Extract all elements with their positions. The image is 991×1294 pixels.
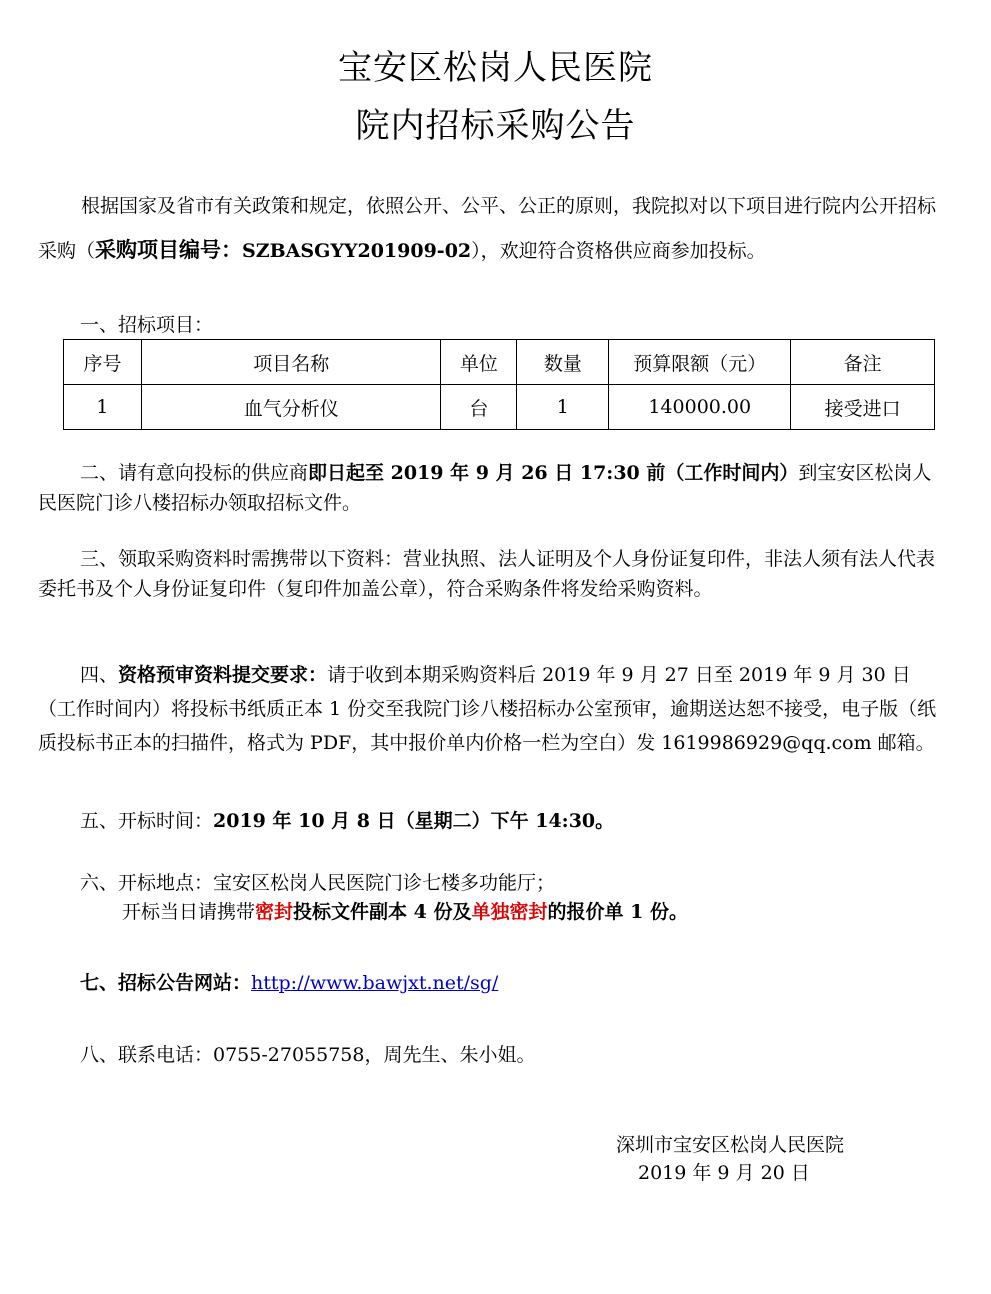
table-cell: 1 <box>64 385 142 430</box>
table-row <box>64 385 935 430</box>
project-code-value: SZBASGYY201909-02 <box>242 240 472 262</box>
section2-deadline: 即日起至 2019 年 9 月 26 日 17:30 前（工作时间内） <box>308 462 799 484</box>
header-cell: 预算限额（元） <box>609 340 791 385</box>
signature-org: 深圳市宝安区松岗人民医院 <box>616 1134 845 1156</box>
section6-text-b: 投标文件副本 4 份及 <box>293 901 472 923</box>
section5-label: 五、开标时间： <box>80 810 214 832</box>
table-cell: 血气分析仪 <box>141 385 441 430</box>
section4-text: 请于收到本期采购资料后 2019 年 9 月 27 日至 2019 年 9 月 30 日（工作时间内）将投标书纸质正本 1 份交至我院门诊八楼招标办公室预审，逾期送达恕不接受，电子版（纸质投标书正本的扫描件，格式为 PDF，其中报价单内价格一栏为空白）发 1619986929@qq.com 邮箱。 <box>38 664 937 754</box>
section4-heading: 资格预审资料提交要求： <box>118 664 328 686</box>
header-cell: 单位 <box>441 340 517 385</box>
section2-suffix: 到宝安区松岗人民医院门诊八楼招标办领取招标文件。 <box>38 462 932 514</box>
section3-paragraph: 三、领取采购资料时需携带以下资料：营业执照、法人证明及个人身份证复印件，非法人须有法人代表委托书及个人身份证复印件（复印件加盖公章），符合采购条件将发给采购资料。 <box>38 548 936 600</box>
section6-text-c: 的报价单 1 份。 <box>547 901 688 923</box>
table-cell: 140000.00 <box>609 385 791 430</box>
table-cell: 接受进口 <box>791 385 935 430</box>
section5-time: 2019 年 10 月 8 日（星期二）下午 14:30。 <box>213 810 615 832</box>
section1-heading: 一、招标项目： <box>80 314 214 336</box>
intro-text-1: 根据国家及省市有关政策和规定，依照公开、公平、公正的原则，我院拟对以下项目进行院内公开招标采购（ <box>38 195 937 262</box>
section6-line1: 六、开标地点：宝安区松岗人民医院门诊七楼多功能厅； <box>80 872 556 894</box>
section4-prefix: 四、 <box>80 664 119 686</box>
header-cell: 备注 <box>791 340 935 385</box>
table-cell: 台 <box>441 385 517 430</box>
header-cell: 项目名称 <box>141 340 441 385</box>
section2-paragraph <box>38 458 938 518</box>
table-header-row <box>64 340 935 385</box>
page-subtitle: 院内招标采购公告 <box>355 106 636 146</box>
table-cell: 1 <box>517 385 609 430</box>
separately-sealed-emphasis: 单独密封 <box>471 901 548 923</box>
header-cell: 数量 <box>517 340 609 385</box>
announcement-website-link[interactable]: http://www.bawjxt.net/sg/ <box>251 972 499 994</box>
section2-prefix: 二、请有意向投标的供应商 <box>80 462 309 484</box>
intro-text-2: ），欢迎符合资格供应商参加投标。 <box>471 240 766 262</box>
section6-line2 <box>122 897 688 927</box>
page-title: 宝安区松岗人民医院 <box>338 48 653 88</box>
intro-paragraph <box>38 184 938 273</box>
header-cell: 序号 <box>64 340 142 385</box>
signature-date: 2019 年 9 月 20 日 <box>638 1162 810 1184</box>
section5-line <box>80 806 614 836</box>
section4-paragraph <box>38 658 938 760</box>
bid-items-table <box>63 339 935 430</box>
sealed-emphasis: 密封 <box>255 901 294 923</box>
section8-contact: 八、联系电话：0755-27055758，周先生、朱小姐。 <box>80 1044 536 1066</box>
section7-label: 七、招标公告网站： <box>80 972 252 994</box>
section7-line <box>80 968 498 998</box>
project-code-label: 采购项目编号： <box>95 237 243 262</box>
section6-text-a: 开标当日请携带 <box>122 901 256 923</box>
